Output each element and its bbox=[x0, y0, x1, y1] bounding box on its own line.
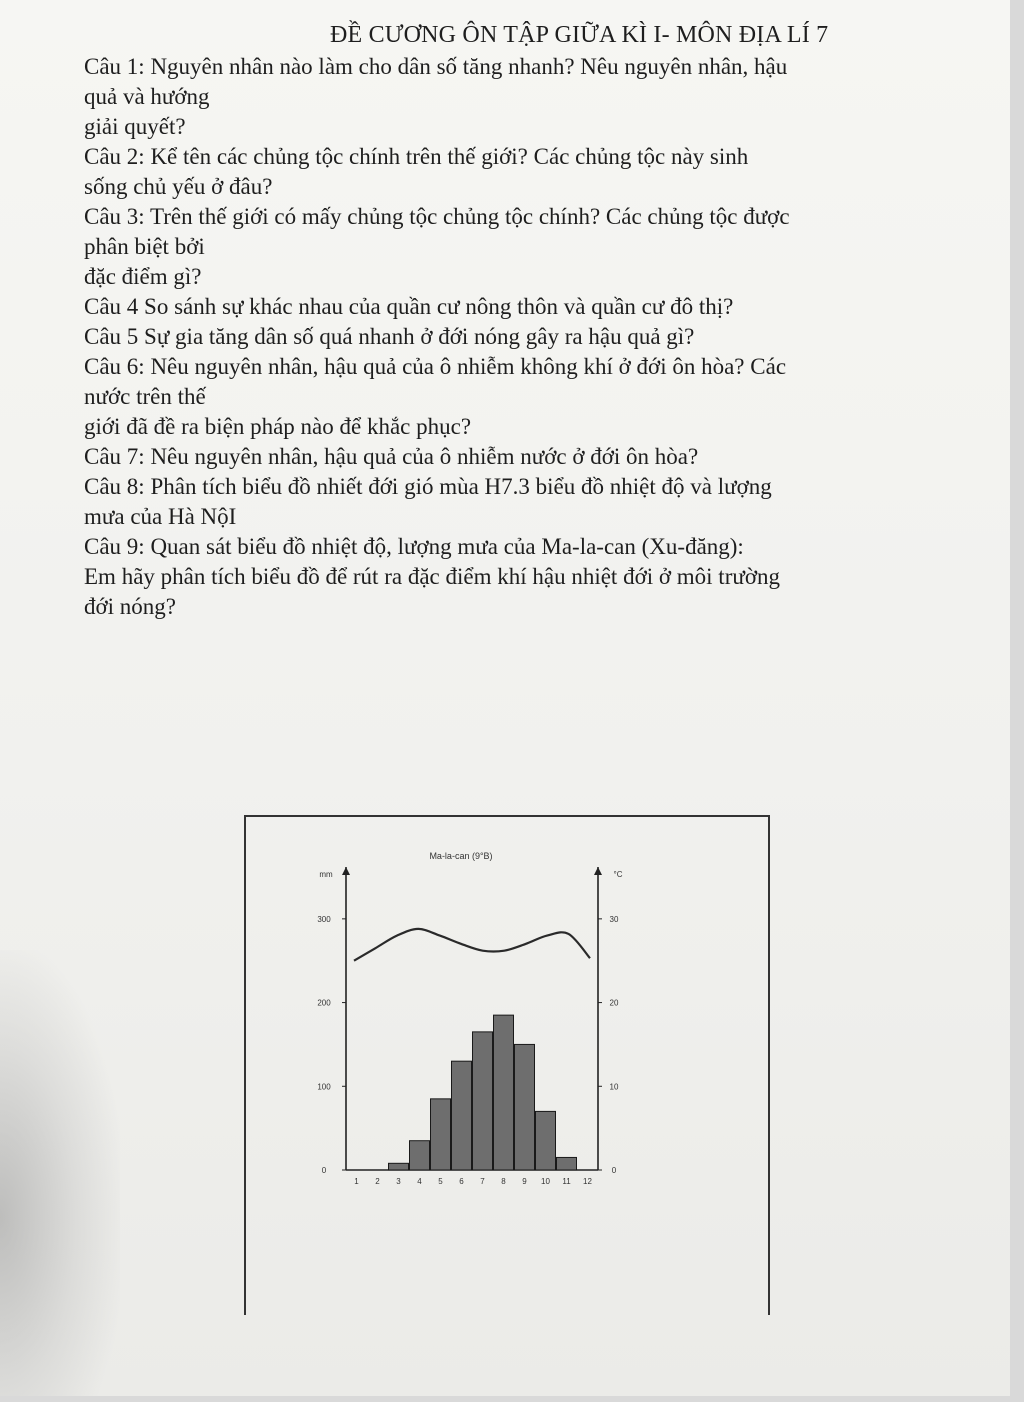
rainfall-bar bbox=[557, 1157, 577, 1170]
right-tick-label: 30 bbox=[609, 914, 619, 924]
month-label: 2 bbox=[375, 1177, 380, 1186]
left-tick-label: 300 bbox=[317, 914, 331, 924]
question-line: Câu 8: Phân tích biểu đồ nhiết đới gió mùa H7.3 biểu đồ nhiệt độ và lượng bbox=[84, 474, 772, 499]
document-title: ĐỀ CƯƠNG ÔN TẬP GIỮA KÌ I- MÔN ĐỊA LÍ 7 bbox=[330, 22, 829, 48]
question-line: Câu 1: Nguyên nhân nào làm cho dân số tăng nhanh? Nêu nguyên nhân, hậu bbox=[84, 54, 788, 79]
month-label: 5 bbox=[438, 1177, 443, 1186]
left-tick-label: 200 bbox=[317, 998, 331, 1008]
question-line: giới đã đề ra biện pháp nào để khắc phục? bbox=[84, 414, 472, 439]
question-line: Em hãy phân tích biểu đồ để rút ra đặc điểm khí hậu nhiệt đới ở môi trường bbox=[84, 564, 780, 589]
rainfall-bar bbox=[410, 1141, 430, 1170]
rainfall-bar bbox=[536, 1111, 556, 1170]
chart-frame bbox=[244, 815, 770, 1315]
question-line: Câu 2: Kể tên các chủng tộc chính trên thế giới? Các chủng tộc này sinh bbox=[84, 144, 749, 169]
month-label: 9 bbox=[522, 1177, 527, 1186]
left-tick-label: 0 bbox=[321, 1166, 327, 1175]
rainfall-bar bbox=[452, 1061, 472, 1170]
rainfall-bar bbox=[473, 1032, 493, 1170]
question-line: giải quyết? bbox=[84, 114, 186, 139]
month-label: 4 bbox=[417, 1177, 422, 1186]
question-line: sống chủ yếu ở đâu? bbox=[84, 174, 273, 199]
question-line: quả và hướng bbox=[84, 84, 210, 109]
question-line: Câu 6: Nêu nguyên nhân, hậu quả của ô nhiễm không khí ở đới ôn hòa? Các bbox=[84, 354, 787, 379]
question-line: đặc điểm gì? bbox=[84, 264, 202, 289]
month-label: 7 bbox=[480, 1177, 485, 1186]
rainfall-bar bbox=[494, 1015, 514, 1170]
question-line: Câu 5 Sự gia tăng dân số quá nhanh ở đới nóng gây ra hậu quả gì? bbox=[84, 324, 695, 349]
question-line: phân biệt bởi bbox=[84, 234, 205, 259]
month-label: 11 bbox=[562, 1177, 571, 1186]
question-line: Câu 4 So sánh sự khác nhau của quần cư nông thôn và quần cư đô thị? bbox=[84, 294, 734, 319]
month-label: 12 bbox=[583, 1177, 592, 1186]
right-tick-label: 20 bbox=[609, 998, 619, 1008]
right-tick-label: 10 bbox=[609, 1082, 619, 1092]
month-label: 6 bbox=[459, 1177, 464, 1186]
left-axis-unit: mm bbox=[319, 870, 333, 879]
right-axis-arrow bbox=[594, 867, 602, 875]
month-label: 3 bbox=[396, 1177, 401, 1186]
rainfall-bar bbox=[389, 1163, 409, 1170]
chart-title: Ma-la-can (9°B) bbox=[429, 851, 493, 861]
month-label: 8 bbox=[501, 1177, 506, 1186]
month-label: 10 bbox=[541, 1177, 550, 1186]
right-axis-unit: °C bbox=[613, 870, 623, 879]
left-axis-arrow bbox=[342, 867, 350, 875]
page-shadow bbox=[0, 950, 120, 1396]
rainfall-bar bbox=[431, 1099, 451, 1170]
question-line: đới nóng? bbox=[84, 594, 177, 619]
right-tick-label: 0 bbox=[611, 1166, 617, 1175]
question-line: Câu 3: Trên thế giới có mấy chủng tộc chủng tộc chính? Các chủng tộc được bbox=[84, 204, 790, 229]
rainfall-bar bbox=[515, 1044, 535, 1170]
question-list bbox=[84, 52, 964, 622]
question-line: Câu 9: Quan sát biểu đồ nhiệt độ, lượng mưa của Ma-la-can (Xu-đăng): bbox=[84, 534, 744, 559]
month-label: 1 bbox=[354, 1177, 359, 1186]
question-line: mưa của Hà NộI bbox=[84, 504, 237, 529]
climate-chart bbox=[246, 817, 768, 1315]
question-line: Câu 7: Nêu nguyên nhân, hậu quả của ô nhiễm nước ở đới ôn hòa? bbox=[84, 444, 699, 469]
question-line: nước trên thế bbox=[84, 384, 206, 409]
left-tick-label: 100 bbox=[317, 1082, 331, 1092]
temperature-line bbox=[354, 929, 590, 961]
